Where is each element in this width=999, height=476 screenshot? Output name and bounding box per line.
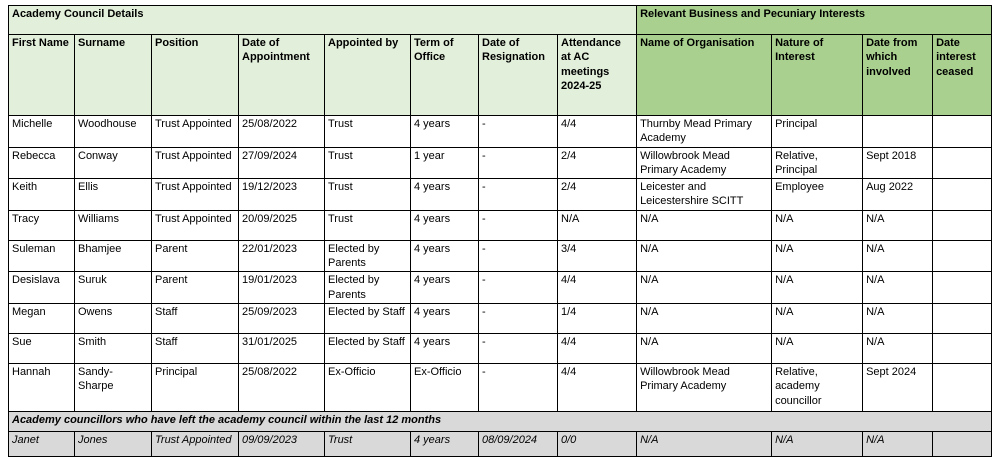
table-cell: 1 year (411, 147, 479, 179)
table-cell: 4 years (411, 272, 479, 304)
table-cell: 4 years (411, 303, 479, 333)
table-cell: 4 years (411, 179, 479, 211)
table-cell: 4/4 (558, 363, 637, 411)
table-cell: - (479, 147, 558, 179)
table-cell: 25/08/2022 (239, 363, 325, 411)
table-cell: - (479, 303, 558, 333)
table-cell: - (479, 116, 558, 148)
table-cell: Trust Appointed (152, 116, 239, 148)
table-cell: Trust (325, 116, 411, 148)
table-cell: Conway (75, 147, 152, 179)
table-cell: 4 years (411, 431, 479, 456)
table-cell (863, 116, 933, 148)
table-cell: Leicester and Leicestershire SCITT (637, 179, 772, 211)
governance-table-sheet (8, 5, 992, 457)
column-header-date-from-which-involved: Date from which involved (863, 35, 933, 116)
column-header-date-of-resignation: Date of Resignation (479, 35, 558, 116)
table-cell: Thurnby Mead Primary Academy (637, 116, 772, 148)
table-cell: 4 years (411, 333, 479, 363)
table-cell: N/A (637, 333, 772, 363)
table-cell: Principal (772, 116, 863, 148)
table-row-suleman-bhamjee (9, 240, 992, 272)
column-header-row (9, 35, 992, 116)
table-cell: Parent (152, 272, 239, 304)
table-cell: Trust Appointed (152, 431, 239, 456)
table-cell: Desislava (9, 272, 75, 304)
table-row-sue-smith (9, 333, 992, 363)
table-cell: Ellis (75, 179, 152, 211)
table-row-keith-ellis (9, 179, 992, 211)
table-cell: Aug 2022 (863, 179, 933, 211)
table-cell: Owens (75, 303, 152, 333)
table-cell (933, 272, 992, 304)
table-cell: N/A (558, 210, 637, 240)
table-cell: N/A (863, 431, 933, 456)
table-cell: Trust (325, 210, 411, 240)
table-row-tracy-williams (9, 210, 992, 240)
table-cell: 25/09/2023 (239, 303, 325, 333)
table-cell: Relative, Principal (772, 147, 863, 179)
section-header-academy-council-details: Academy Council Details (9, 6, 637, 35)
table-cell: 27/09/2024 (239, 147, 325, 179)
table-cell: 4 years (411, 240, 479, 272)
table-cell: N/A (863, 333, 933, 363)
table-cell: 4/4 (558, 116, 637, 148)
table-cell: Sue (9, 333, 75, 363)
table-cell: Jones (75, 431, 152, 456)
table-cell: Sept 2024 (863, 363, 933, 411)
table-cell: Elected by Parents (325, 240, 411, 272)
table-cell: N/A (637, 303, 772, 333)
table-cell: N/A (637, 240, 772, 272)
table-cell: Willowbrook Mead Primary Academy (637, 363, 772, 411)
table-cell: Trust Appointed (152, 179, 239, 211)
table-row-hannah-sandy-sharpe (9, 363, 992, 411)
leavers-banner-text: Academy councillors who have left the academy council within the last 12 months (9, 411, 992, 431)
table-cell: Woodhouse (75, 116, 152, 148)
table-cell (933, 179, 992, 211)
table-cell: N/A (637, 431, 772, 456)
table-cell: N/A (637, 210, 772, 240)
table-cell: N/A (863, 272, 933, 304)
table-cell: Tracy (9, 210, 75, 240)
table-cell: 2/4 (558, 179, 637, 211)
table-cell: 2/4 (558, 147, 637, 179)
table-cell: Sandy-Sharpe (75, 363, 152, 411)
table-cell: 3/4 (558, 240, 637, 272)
table-cell: 1/4 (558, 303, 637, 333)
table-cell: Elected by Staff (325, 333, 411, 363)
table-row-janet-jones (9, 431, 992, 456)
table-cell: - (479, 272, 558, 304)
table-cell: N/A (863, 303, 933, 333)
table-cell: Trust (325, 147, 411, 179)
table-cell: 31/01/2025 (239, 333, 325, 363)
table-cell: 19/01/2023 (239, 272, 325, 304)
table-cell: N/A (772, 210, 863, 240)
table-cell (933, 303, 992, 333)
table-cell: Relative, academy councillor (772, 363, 863, 411)
table-cell: - (479, 240, 558, 272)
table-cell: Ex-Officio (411, 363, 479, 411)
section-header-relevant-business-interests: Relevant Business and Pecuniary Interests (637, 6, 992, 35)
table-cell: 22/01/2023 (239, 240, 325, 272)
table-cell: N/A (772, 240, 863, 272)
table-cell: N/A (772, 333, 863, 363)
table-cell: Michelle (9, 116, 75, 148)
table-cell: Staff (152, 333, 239, 363)
table-cell: Hannah (9, 363, 75, 411)
table-cell: 4/4 (558, 333, 637, 363)
table-cell: Trust Appointed (152, 147, 239, 179)
table-cell: N/A (637, 272, 772, 304)
table-cell: - (479, 179, 558, 211)
table-cell (933, 333, 992, 363)
leavers-banner-row (9, 411, 992, 431)
table-cell: Suleman (9, 240, 75, 272)
table-cell: 4 years (411, 116, 479, 148)
table-cell: Willowbrook Mead Primary Academy (637, 147, 772, 179)
column-header-attendance: Attendance at AC meetings 2024-25 (558, 35, 637, 116)
column-header-nature-of-interest: Nature of Interest (772, 35, 863, 116)
column-header-term-of-office: Term of Office (411, 35, 479, 116)
table-cell (933, 363, 992, 411)
column-header-name-of-organisation: Name of Organisation (637, 35, 772, 116)
table-cell: Suruk (75, 272, 152, 304)
table-cell: 0/0 (558, 431, 637, 456)
table-cell: 20/09/2025 (239, 210, 325, 240)
table-cell: Sept 2018 (863, 147, 933, 179)
table-cell: - (479, 210, 558, 240)
table-cell: - (479, 363, 558, 411)
table-cell: Williams (75, 210, 152, 240)
table-cell: Elected by Staff (325, 303, 411, 333)
table-cell: Staff (152, 303, 239, 333)
table-cell: Keith (9, 179, 75, 211)
table-cell: 25/08/2022 (239, 116, 325, 148)
column-header-appointed-by: Appointed by (325, 35, 411, 116)
table-cell: 08/09/2024 (479, 431, 558, 456)
table-row-rebecca-conway (9, 147, 992, 179)
column-header-first-name: First Name (9, 35, 75, 116)
column-header-surname: Surname (75, 35, 152, 116)
column-header-date-interest-ceased: Date interest ceased (933, 35, 992, 116)
table-cell: N/A (863, 240, 933, 272)
table-cell: Bhamjee (75, 240, 152, 272)
table-cell: Trust (325, 431, 411, 456)
table-row-megan-owens (9, 303, 992, 333)
table-cell: Employee (772, 179, 863, 211)
table-cell: 4 years (411, 210, 479, 240)
table-cell: N/A (772, 272, 863, 304)
table-cell: Rebecca (9, 147, 75, 179)
table-cell: N/A (772, 303, 863, 333)
table-cell: Megan (9, 303, 75, 333)
table-cell: Smith (75, 333, 152, 363)
table-cell: N/A (863, 210, 933, 240)
table-cell: Ex-Officio (325, 363, 411, 411)
table-cell: Principal (152, 363, 239, 411)
table-cell: 4/4 (558, 272, 637, 304)
table-cell: Trust Appointed (152, 210, 239, 240)
table-cell (933, 431, 992, 456)
column-header-position: Position (152, 35, 239, 116)
table-cell: Elected by Parents (325, 272, 411, 304)
table-cell: Trust (325, 179, 411, 211)
column-header-date-of-appointment: Date of Appointment (239, 35, 325, 116)
table-row-desislava-suruk (9, 272, 992, 304)
academy-council-table (8, 5, 992, 457)
section-header-row (9, 6, 992, 35)
table-cell: N/A (772, 431, 863, 456)
table-cell: 09/09/2023 (239, 431, 325, 456)
table-cell: - (479, 333, 558, 363)
table-cell: 19/12/2023 (239, 179, 325, 211)
table-cell (933, 147, 992, 179)
table-cell: Parent (152, 240, 239, 272)
table-cell (933, 210, 992, 240)
table-row-michelle-woodhouse (9, 116, 992, 148)
table-cell (933, 240, 992, 272)
table-cell (933, 116, 992, 148)
table-cell: Janet (9, 431, 75, 456)
